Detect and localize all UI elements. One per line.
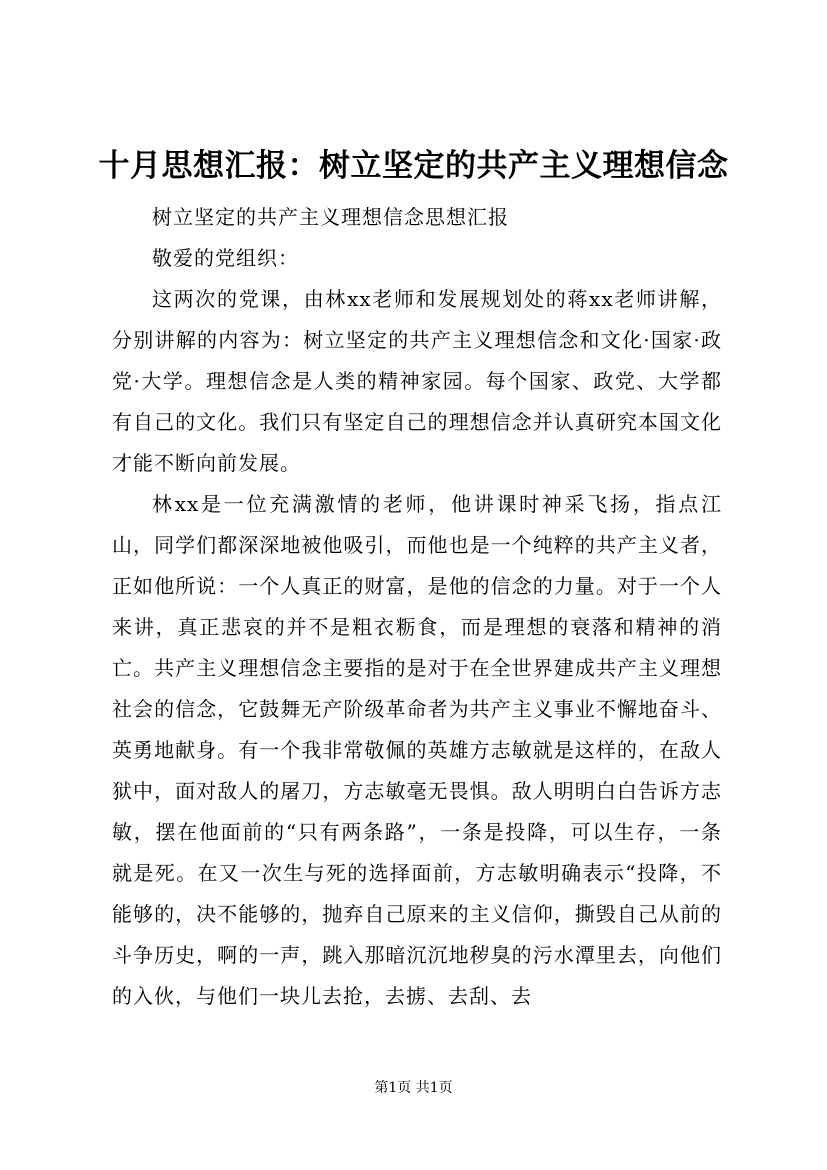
- document-title: 十月思想汇报：树立坚定的共产主义理想信念: [98, 148, 729, 184]
- document-body: [112, 197, 722, 1017]
- document-subtitle: 树立坚定的共产主义理想信念思想汇报: [152, 205, 509, 229]
- paragraph-1: 这两次的党课，由林xx老师和发展规划处的蒋xx老师讲解，分别讲解的内容为：树立坚定的共产主义理想信念和文化·国家·政党·大学。理想信念是人类的精神家园。每个国家、政党、大学都有自己的文化。我们只有坚定自己的理想信念并认真研究本国文化才能不断向前发展。: [112, 287, 722, 475]
- salutation: 敬爱的党组织：: [152, 246, 299, 270]
- paragraph-2: 林xx是一位充满激情的老师，他讲课时神采飞扬，指点江山，同学们都深深地被他吸引，而他也是一个纯粹的共产主义者，正如他所说：一个人真正的财富，是他的信念的力量。对于一个人来讲，真正悲哀的并不是粗衣粝食，而是理想的衰落和精神的消亡。共产主义理想信念主要指的是对于在全世界建成共产主义理想社会的信念，它鼓舞无产阶级革命者为共产主义事业不懈地奋斗、英勇地献身。有一个我非常敬佩的英雄方志敏就是这样的，在敌人狱中，面对敌人的屠刀，方志敏毫无畏惧。敌人明明白白告诉方志敏，摆在他面前的“只有两条路”，一条是投降，可以生存，一条就是死。在又一次生与死的选择面前，方志敏明确表示“投降，不能够的，决不能够的，抛弃自己原来的主义信仰，撕毁自己从前的斗争历史，啊的一声，跳入那暗沉沉地秽臭的污水潭里去，向他们的入伙，与他们一块儿去抢，去掳、去刮、去: [112, 492, 722, 1008]
- page-footer: 第1页 共1页: [374, 1080, 453, 1096]
